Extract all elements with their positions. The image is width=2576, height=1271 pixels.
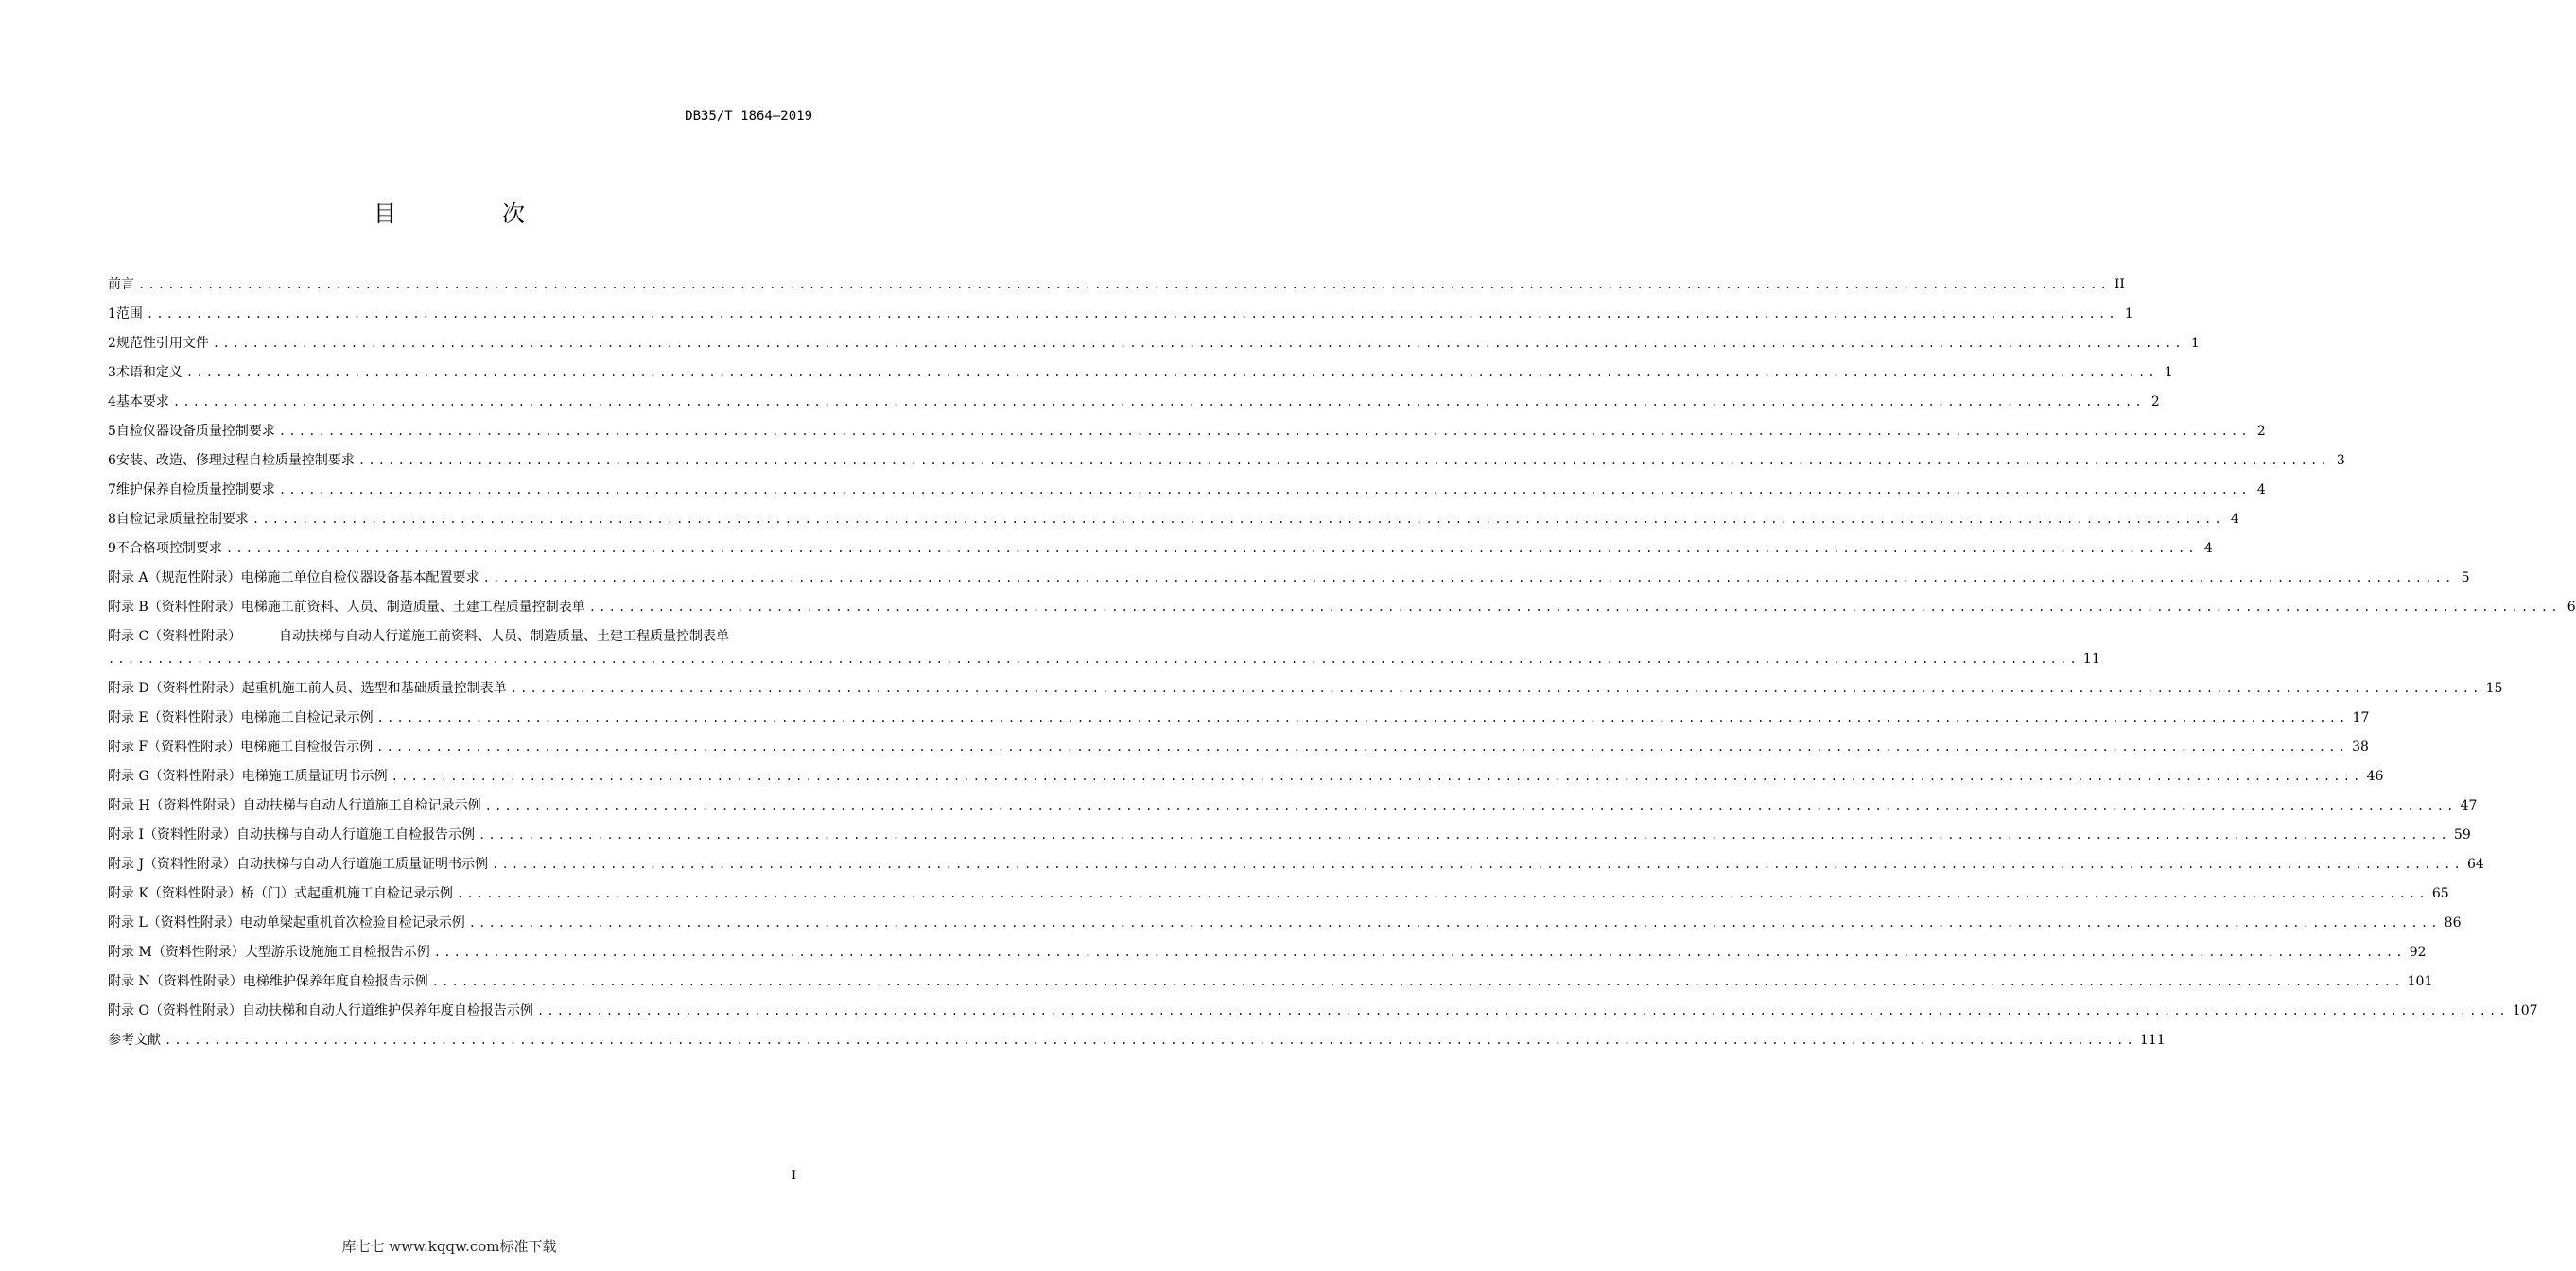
appendix-page: 6	[2567, 600, 2576, 615]
appendix-entry[interactable]	[108, 821, 2471, 850]
appendix-label: 电梯维护保养年度自检报告示例	[242, 974, 428, 989]
appendix-entry[interactable]	[108, 704, 2370, 733]
appendix-page: 47	[2460, 798, 2478, 813]
appendix-page: 59	[2453, 827, 2471, 843]
toc-page: 4	[2256, 482, 2266, 497]
toc-label: 基本要求	[115, 394, 169, 409]
leader-dots: ........................................................................................................................................................................................................	[588, 601, 2561, 614]
leader-dots: ........................................................................................................................................................................................................	[456, 887, 2428, 900]
appendix-page: 86	[2444, 915, 2462, 931]
appendix-entry[interactable]	[108, 593, 2576, 622]
appendix-entry[interactable]	[108, 879, 2449, 909]
appendix-entry[interactable]	[108, 762, 2384, 792]
toc-entry[interactable]	[108, 329, 2200, 358]
toc-label: 安装、改造、修理过程自检质量控制要求	[115, 453, 355, 468]
appendix-label: 自动扶梯和自动人行道维护保养年度自检报告示例	[241, 1003, 533, 1019]
appendix-id: 附录 O（资料性附录）	[108, 1003, 242, 1019]
toc-entry[interactable]	[108, 446, 2345, 476]
leader-dots: ........................................................................................................................................................................................................	[376, 711, 2349, 724]
appendix-label: 电梯施工单位自检仪器设备基本配置要求	[240, 570, 479, 585]
appendix-id: 附录 A（规范性附录）	[108, 570, 241, 585]
leader-dots: ........................................................................................................................................................................................................	[278, 425, 2251, 438]
appendix-entry[interactable]	[108, 792, 2478, 821]
leader-dots: ........................................................................................................................................................................................................	[146, 307, 2118, 321]
toc-number: 9	[108, 541, 116, 556]
toc-page: 2	[2150, 394, 2160, 409]
toc-entry[interactable]	[108, 358, 2173, 388]
toc-page: 4	[2230, 512, 2239, 527]
appendix-label: 电动单梁起重机首次检验自检记录示例	[239, 915, 465, 931]
leader-dots: ........................................................................................................................................................................................................	[468, 916, 2441, 930]
appendix-id: 附录 N（资料性附录）	[108, 974, 243, 989]
appendix-page: 46	[2366, 769, 2384, 784]
toc-number: 5	[108, 424, 116, 439]
leader-dots: ........................................................................................................................................................................................................	[478, 828, 2450, 842]
appendix-id: 附录 I（资料性附录）	[108, 827, 236, 843]
leader-dots: ........................................................................................................................................................................................................	[225, 542, 2198, 555]
appendix-id: 附录 C（资料性附录）	[108, 629, 242, 644]
toc-page: 1	[2164, 365, 2173, 380]
leader-dots: ........................................................................................................................................................................................................	[172, 395, 2145, 409]
appendix-entry[interactable]	[108, 909, 2462, 938]
appendix-id: 附录 M（资料性附录）	[108, 945, 245, 960]
leader-dots: ........................................................................................................................................................................................................	[252, 513, 2224, 526]
appendix-page: 17	[2352, 710, 2370, 725]
leader-dots: ........................................................................................................................................................................................................	[536, 1004, 2509, 1018]
toc-label: 自检记录质量控制要求	[115, 512, 249, 527]
appendix-entry[interactable]	[108, 733, 2369, 762]
appendix-page: 64	[2466, 857, 2484, 872]
appendix-label: 桥（门）式起重机施工自检记录示例	[240, 886, 453, 901]
toc-entry[interactable]	[108, 534, 2213, 564]
toc-label: 前言	[108, 277, 134, 292]
toc-entry[interactable]	[108, 270, 2125, 300]
toc-entry[interactable]	[108, 505, 2239, 534]
toc-number: 6	[108, 453, 116, 468]
appendix-label: 自动扶梯与自动人行道施工质量证明书示例	[236, 857, 489, 872]
leader-dots: ........................................................................................................................................................................................................	[484, 799, 2457, 812]
toc-label: 不合格项控制要求	[115, 541, 222, 556]
toc-page: 2	[2256, 424, 2266, 439]
appendix-label: 电梯施工前资料、人员、制造质量、土建工程质量控制表单	[240, 600, 585, 615]
leader-dots: ........................................................................................................................................................................................................	[510, 682, 2482, 695]
appendix-page: 101	[2407, 974, 2433, 989]
appendix-label: 大型游乐设施施工自检报告示例	[244, 945, 430, 960]
appendix-page: 92	[2409, 945, 2427, 960]
appendix-id: 附录 J（资料性附录）	[108, 857, 237, 872]
leader-dots: ........................................................................................................................................................................................................	[185, 366, 2158, 379]
toc-number: 1	[108, 306, 116, 322]
toc-page: 1	[2190, 336, 2200, 351]
leader-dots: ........................................................................................................................................................................................................	[431, 975, 2404, 988]
appendix-entry[interactable]	[108, 967, 2433, 997]
appendix-page: 65	[2431, 886, 2449, 901]
appendix-id: 附录 E（资料性附录）	[108, 710, 241, 725]
appendix-label: 电梯施工质量证明书示例	[241, 769, 388, 784]
appendix-id: 附录 F（资料性附录）	[108, 740, 241, 755]
toc-label: 参考文献	[108, 1033, 161, 1048]
appendix-page: 5	[2461, 570, 2470, 585]
appendix-entry[interactable]	[108, 564, 2470, 593]
appendix-label: 起重机施工前人员、选型和基础质量控制表单	[241, 681, 507, 696]
toc-number: 3	[108, 365, 116, 380]
toc-number: 8	[108, 512, 116, 527]
appendix-entry[interactable]	[108, 997, 2538, 1026]
appendix-label: 电梯施工自检记录示例	[240, 710, 374, 725]
toc-label: 自检仪器设备质量控制要求	[115, 424, 275, 439]
appendix-page: 38	[2352, 740, 2369, 755]
toc-page: 4	[2203, 541, 2213, 556]
leader-dots: ........................................................................................................................................................................................................	[482, 571, 2455, 584]
toc-entry[interactable]	[108, 476, 2266, 505]
appendix-entry[interactable]	[108, 674, 2503, 704]
appendix-id: 附录 H（资料性附录）	[108, 798, 243, 813]
toc-entry[interactable]	[108, 388, 2160, 417]
leader-dots: ........................................................................................................................................................................................................	[433, 946, 2406, 959]
toc-label: 范围	[115, 306, 143, 322]
footer-watermark: 库七七 www.kqqw.com标准下载	[341, 1238, 557, 1255]
toc-label: 术语和定义	[115, 365, 183, 380]
appendix-id: 附录 L（资料性附录）	[108, 915, 240, 931]
page-number: I	[792, 1169, 797, 1183]
leader-dots: ........................................................................................................................................................................................................	[108, 653, 2080, 666]
appendix-entry[interactable]	[108, 938, 2427, 967]
leader-dots: ........................................................................................................................................................................................................	[376, 740, 2349, 754]
leader-dots: ........................................................................................................................................................................................................	[278, 483, 2251, 496]
toc-entry[interactable]	[108, 417, 2266, 446]
appendix-label: 电梯施工自检报告示例	[240, 740, 374, 755]
toc-page: 111	[2139, 1033, 2166, 1048]
toc-page: II	[2114, 277, 2125, 292]
toc-entry-references[interactable]	[108, 1026, 2166, 1055]
appendix-label: 自动扶梯与自动人行道施工自检报告示例	[235, 827, 475, 843]
toc-page: 1	[2124, 306, 2133, 322]
toc-number: 4	[108, 394, 116, 409]
toc-label: 规范性引用文件	[115, 336, 209, 351]
appendix-label: 自动扶梯与自动人行道施工前资料、人员、制造质量、土建工程质量控制表单	[279, 629, 729, 644]
table-of-contents	[108, 270, 2576, 1055]
page-title: 目 次	[374, 200, 566, 227]
appendix-page: 15	[2485, 681, 2503, 696]
appendix-id: 附录 D（资料性附录）	[108, 681, 242, 696]
toc-entry[interactable]	[108, 300, 2133, 329]
leader-dots: ........................................................................................................................................................................................................	[165, 1034, 2136, 1047]
appendix-id: 附录 K（资料性附录）	[108, 886, 241, 901]
appendix-entry[interactable]	[108, 625, 806, 648]
leader-dots: ........................................................................................................................................................................................................	[212, 337, 2184, 350]
leader-dots: ........................................................................................................................................................................................................	[492, 858, 2463, 871]
appendix-label: 自动扶梯与自动人行道施工自检记录示例	[242, 798, 481, 813]
appendix-id: 附录 B（资料性附录）	[108, 600, 241, 615]
appendix-page: 107	[2512, 1003, 2538, 1019]
appendix-entry[interactable]	[108, 850, 2484, 879]
toc-page: 3	[2336, 453, 2345, 468]
toc-label: 维护保养自检质量控制要求	[115, 482, 275, 497]
appendix-page: 11	[2082, 652, 2100, 667]
standard-code: DB35/T 1864—2019	[685, 109, 812, 124]
toc-number: 7	[108, 482, 116, 497]
leader-dots: ........................................................................................................................................................................................................	[391, 770, 2363, 783]
appendix-entry-continuation[interactable]	[108, 648, 2100, 674]
leader-dots: ........................................................................................................................................................................................................	[357, 454, 2330, 467]
leader-dots: ........................................................................................................................................................................................................	[138, 278, 2110, 291]
toc-number: 2	[108, 336, 116, 351]
appendix-id: 附录 G（资料性附录）	[108, 769, 242, 784]
